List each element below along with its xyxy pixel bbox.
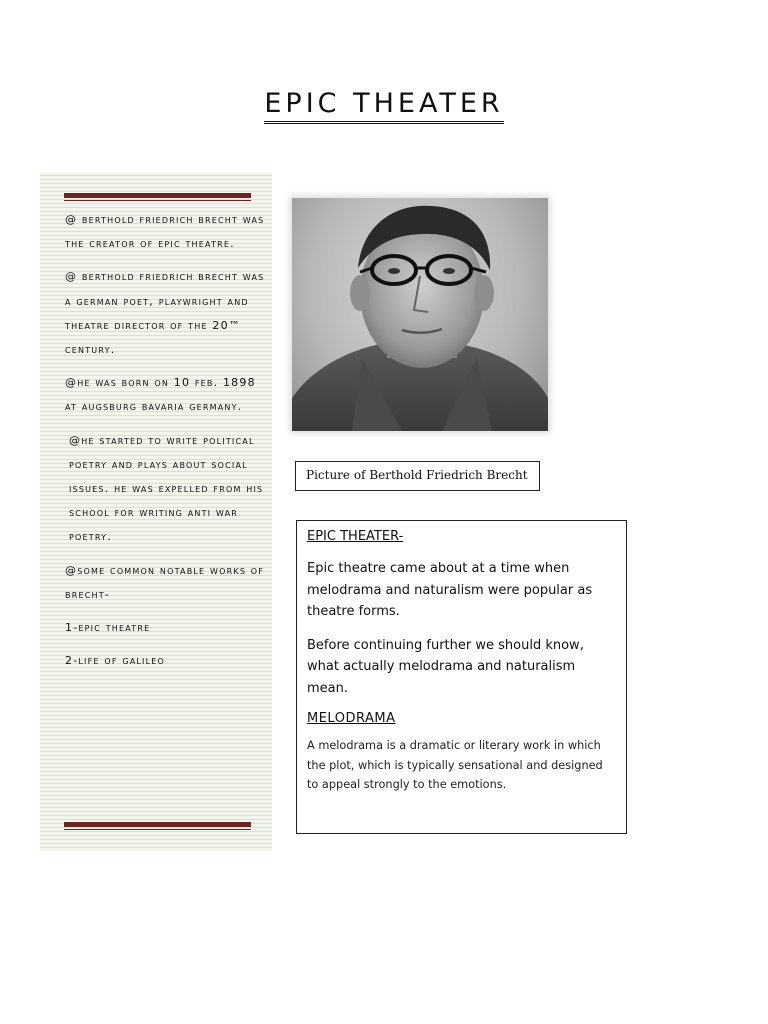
info-heading: EPIC THEATER- — [307, 529, 404, 544]
sidebar-paragraph-poetry: @he started to write political poetry and plays about social issues. he was expelled from his school for writing anti war poetry. — [69, 433, 264, 544]
melodrama-heading: MELODRAMA — [307, 711, 396, 726]
sidebar-panel — [40, 172, 272, 851]
sidebar-paragraph-poet: @ berthold friedrich brecht was a german poet, playwright and theatre director of the 20™ century. — [65, 270, 265, 357]
portrait-caption: Picture of Berthold Friedrich Brecht — [306, 468, 528, 482]
page-title — [0, 88, 768, 124]
sidebar-work-item-1: 1-epic theatre — [65, 621, 151, 635]
portrait-photo — [292, 198, 548, 431]
page-title-text: EPIC THEATER — [264, 88, 503, 124]
sidebar-text — [65, 208, 265, 682]
melodrama-definition: A melodrama is a dramatic or literary work in which the plot, which is typically sensational and designed to appeal strongly to the emotions. — [307, 739, 603, 791]
sidebar-paragraph-creator: @ berthold friedrich brecht was the creator of epic theatre. — [65, 213, 265, 251]
info-paragraph-origin: Epic theatre came about at a time when melodrama and naturalism were popular as theatre forms. — [307, 561, 593, 619]
sidebar-top-rule — [64, 193, 251, 201]
sidebar-bottom-rule — [64, 822, 251, 830]
sidebar-paragraph-born: @he was born on 10 feb. 1898 at augsburg bavaria germany. — [65, 376, 256, 414]
epic-theater-info-box — [296, 520, 627, 834]
portrait-illustration — [292, 198, 548, 431]
info-paragraph-continue: Before continuing further we should know, what actually melodrama and naturalism mean. — [307, 637, 584, 696]
sidebar-work-item-2: 2-life of galileo — [65, 654, 166, 668]
portrait-caption-box — [295, 461, 540, 491]
sidebar-paragraph-works: @some common notable works of brecht- — [65, 563, 265, 601]
